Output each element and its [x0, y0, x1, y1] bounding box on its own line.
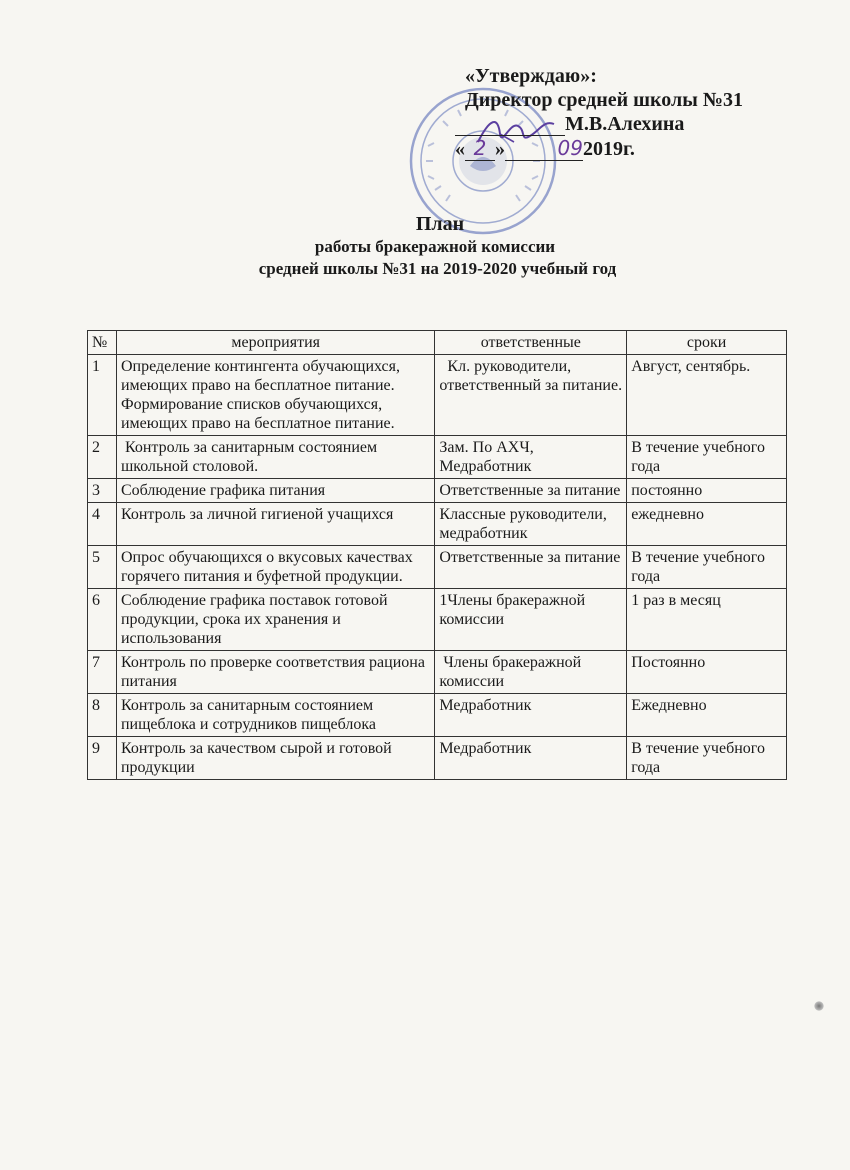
row-deadline: Ежедневно: [627, 694, 787, 737]
row-responsible: Члены бракеражной комиссии: [435, 651, 627, 694]
signature-line: [455, 112, 684, 136]
plan-table: [87, 330, 787, 780]
row-responsible: Кл. руководители, ответственный за питание.: [435, 355, 627, 436]
table-row: [88, 737, 787, 780]
row-event: Соблюдение графика поставок готовой продукции, срока их хранения и использования: [116, 589, 434, 651]
row-deadline: В течение учебного года: [627, 546, 787, 589]
row-deadline: ежедневно: [627, 503, 787, 546]
date-day: 2: [465, 136, 495, 161]
date-quote-close: »: [495, 138, 505, 160]
header-events: мероприятия: [116, 331, 434, 355]
row-number: 7: [88, 651, 117, 694]
row-responsible: Ответственные за питание: [435, 546, 627, 589]
table-row: [88, 436, 787, 479]
header-deadline: сроки: [627, 331, 787, 355]
row-event: Контроль за личной гигиеной учащихся: [116, 503, 434, 546]
row-event: Контроль за санитарным состоянием пищеблока и сотрудников пищеблока: [116, 694, 434, 737]
row-number: 8: [88, 694, 117, 737]
row-number: 3: [88, 479, 117, 503]
row-event: Контроль за качеством сырой и готовой продукции: [116, 737, 434, 780]
row-responsible: Медработник: [435, 737, 627, 780]
table-header-row: [88, 331, 787, 355]
table-row: [88, 546, 787, 589]
row-number: 4: [88, 503, 117, 546]
director-position: Директор средней школы №31: [465, 89, 743, 111]
date-year: 2019г.: [583, 138, 635, 160]
row-deadline: 1 раз в месяц: [627, 589, 787, 651]
row-responsible: Медработник: [435, 694, 627, 737]
director-name: М.В.Алехина: [565, 113, 685, 135]
row-number: 9: [88, 737, 117, 780]
table-row: [88, 355, 787, 436]
approval-title: «Утверждаю»:: [465, 65, 597, 87]
row-deadline: постоянно: [627, 479, 787, 503]
document-heading: [0, 212, 850, 280]
row-event: Контроль за санитарным состоянием школьной столовой.: [116, 436, 434, 479]
table-row: [88, 503, 787, 546]
table-row: [88, 589, 787, 651]
row-event: Соблюдение графика питания: [116, 479, 434, 503]
document-subtitle: работы бракеражной комиссии: [314, 237, 556, 256]
row-number: 1: [88, 355, 117, 436]
document-subtitle-2: средней школы №31 на 2019-2020 учебный год: [258, 259, 617, 278]
row-responsible: Зам. По АХЧ, Медработник: [435, 436, 627, 479]
row-event: Определение контингента обучающихся, имеющих право на бесплатное питание. Формирование списков обучающихся, имеющих право на бесплатное питание.: [116, 355, 434, 436]
row-responsible: Ответственные за питание: [435, 479, 627, 503]
table-row: [88, 479, 787, 503]
row-deadline: В течение учебного года: [627, 737, 787, 780]
row-event: Контроль по проверке соответствия рациона питания: [116, 651, 434, 694]
date-month: 09: [505, 136, 583, 161]
row-number: 2: [88, 436, 117, 479]
date-quote-open: «: [455, 138, 465, 160]
signature-blank: [455, 115, 565, 136]
table-row: [88, 651, 787, 694]
row-number: 5: [88, 546, 117, 589]
header-number: №: [88, 331, 117, 355]
row-deadline: Постоянно: [627, 651, 787, 694]
paper-speck: [814, 1001, 824, 1011]
row-responsible: 1Члены бракеражной комиссии: [435, 589, 627, 651]
row-responsible: Классные руководители, медработник: [435, 503, 627, 546]
table-row: [88, 694, 787, 737]
row-deadline: В течение учебного года: [627, 436, 787, 479]
approval-date: [455, 136, 635, 161]
row-event: Опрос обучающихся о вкусовых качествах горячего питания и буфетной продукции.: [116, 546, 434, 589]
row-number: 6: [88, 589, 117, 651]
row-deadline: Август, сентябрь.: [627, 355, 787, 436]
header-responsible: ответственные: [435, 331, 627, 355]
document-title: План: [415, 213, 465, 235]
